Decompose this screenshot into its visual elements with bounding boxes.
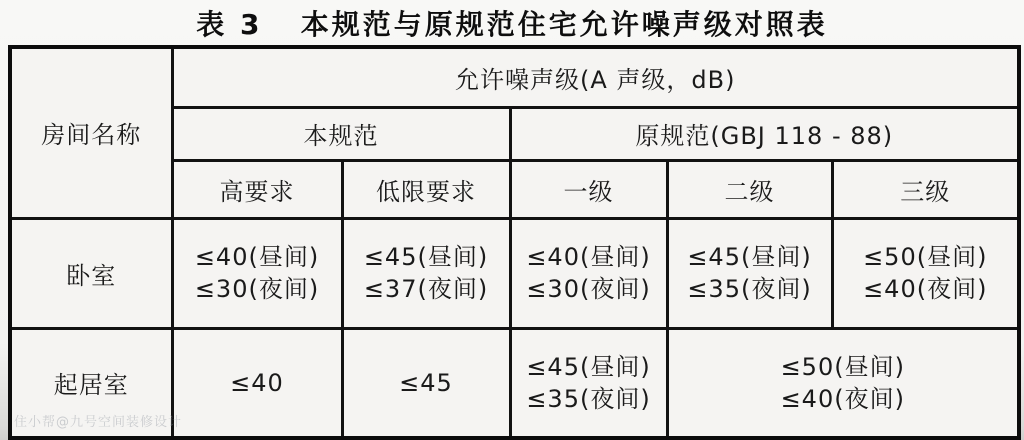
cell-value-line: ≤45(昼间) [526,352,651,381]
data-cell [510,328,667,438]
table-row-bedroom [10,218,1019,328]
cell-value-line: ≤45 [399,368,453,397]
watermark: 住小帮@九号空间装修设计 [14,415,183,430]
header-original-spec: 原规范(GBJ 118 - 88) [510,107,1019,160]
subheader-grade-3: 三级 [832,160,1019,218]
noise-level-comparison-table [8,45,1021,440]
data-cell [172,218,342,328]
subheader-low-limit-requirement: 低限要求 [342,160,510,218]
cell-value-line: ≤45(昼间) [687,243,812,271]
cell-value-line: ≤40(昼间) [194,243,320,271]
header-allowed-noise-level: 允许噪声级(A 声级，dB) [172,47,1019,107]
header-current-spec: 本规范 [172,107,510,160]
cell-value-line: ≤50(昼间) [863,243,988,271]
cell-value-line: ≤35(夜间) [526,384,651,413]
data-cell [172,328,342,438]
subheader-grade-2: 二级 [667,160,832,218]
data-cell [342,218,510,328]
corner-header-room-name: 房间名称 [10,47,172,218]
cell-value-line: ≤40(昼间) [526,243,651,271]
cell-value-line: ≤30(夜间) [526,275,651,303]
cell-value-line: ≤45(昼间) [363,243,489,271]
header-row-1 [10,47,1019,107]
cell-value-line: ≤37(夜间) [363,275,489,303]
room-label-living-room: 起居室 [10,328,172,438]
data-cell [832,218,1019,328]
subheader-grade-1: 一级 [510,160,667,218]
cell-value-line: ≤30(夜间) [194,275,320,303]
table-title: 表 3 本规范与原规范住宅允许噪声级对照表 [196,8,828,41]
cell-value-line: ≤40(夜间) [780,384,905,413]
data-cell [510,218,667,328]
cell-value-line: ≤50(昼间) [780,352,905,381]
data-cell [667,218,832,328]
table-row-living-room [10,328,1019,438]
cell-value-line: ≤40(夜间) [863,275,988,303]
subheader-high-requirement: 高要求 [172,160,342,218]
data-cell [342,328,510,438]
cell-value-line: ≤35(夜间) [687,275,812,303]
room-label-bedroom: 卧室 [10,218,172,328]
data-cell-merged-grade2-grade3 [667,328,1019,438]
cell-value-line: ≤40 [230,368,284,397]
